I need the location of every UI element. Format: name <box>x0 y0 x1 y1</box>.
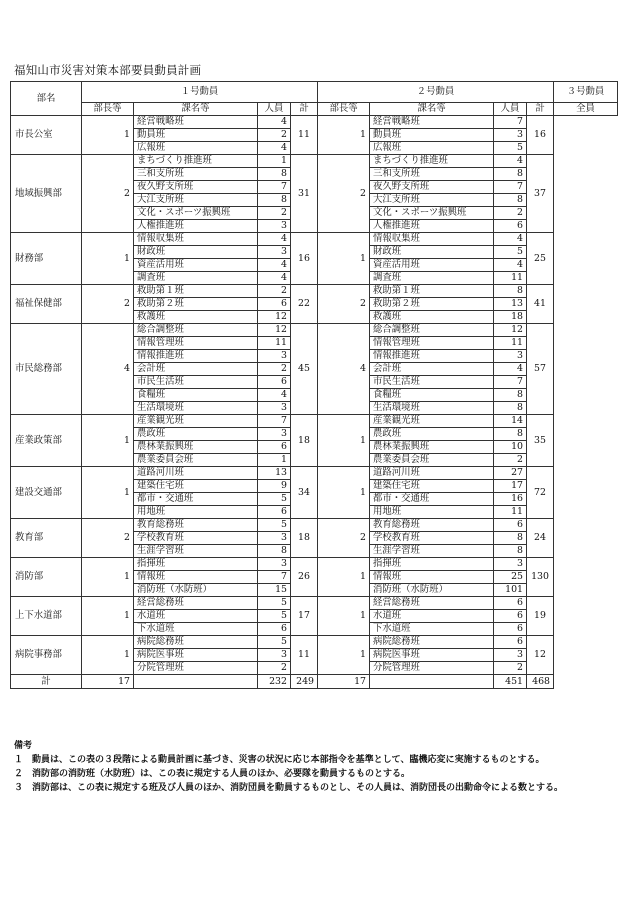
section-name-1: 救護班 <box>134 311 258 324</box>
dept-total-2: 41 <box>527 285 554 324</box>
note-text: 消防部は、この表に規定する班及び人員のほか、消防団員を動員するものとし、その人員は、消防団長の出動命令による数とする。 <box>32 783 564 793</box>
dept-name: 消防部 <box>11 558 82 597</box>
note-text: 消防部の消防班（水防班）は、この表に規定する人員のほか、必要隊を動員するものとする。 <box>32 769 411 779</box>
people-count-2: 18 <box>494 311 527 324</box>
chief-count-2: 1 <box>318 558 370 597</box>
section-name-1: 経営総務班 <box>134 597 258 610</box>
section-name-2: 指揮班 <box>370 558 494 571</box>
section-name-1: 病院医事班 <box>134 649 258 662</box>
section-name-1: 大江支所班 <box>134 194 258 207</box>
header-section-1: 課名等 <box>134 103 258 116</box>
dept-name: 福祉保健部 <box>11 285 82 324</box>
people-count-2: 8 <box>494 194 527 207</box>
people-count-2: 8 <box>494 168 527 181</box>
people-count-2: 7 <box>494 376 527 389</box>
people-count-1: 5 <box>258 519 291 532</box>
section-name-2: 広報班 <box>370 142 494 155</box>
people-count-2: 8 <box>494 389 527 402</box>
chief-count-2: 2 <box>318 285 370 324</box>
note-number: １ <box>14 755 24 765</box>
dept-total-1: 26 <box>291 558 318 597</box>
people-count-1: 5 <box>258 493 291 506</box>
people-count-1: 3 <box>258 558 291 571</box>
people-count-1: 2 <box>258 129 291 142</box>
people-count-2: 11 <box>494 272 527 285</box>
people-count-2: 3 <box>494 129 527 142</box>
dept-total-1: 11 <box>291 116 318 155</box>
section-name-2: 道路河川班 <box>370 467 494 480</box>
section-name-1: 都市・交通班 <box>134 493 258 506</box>
section-name-1: 下水道班 <box>134 623 258 636</box>
section-name-1: 会計班 <box>134 363 258 376</box>
totals-row <box>11 675 618 689</box>
section-name-2: 教育総務班 <box>370 519 494 532</box>
dept-total-1: 31 <box>291 155 318 233</box>
people-count-1: 6 <box>258 623 291 636</box>
chief-count-1: 2 <box>82 285 134 324</box>
section-name-1: 農業委員会班 <box>134 454 258 467</box>
totals-people-1: 232 <box>258 675 291 689</box>
section-name-2: 大江支所班 <box>370 194 494 207</box>
people-count-1: 1 <box>258 155 291 168</box>
header-people-2: 人員 <box>494 103 527 116</box>
people-count-2: 8 <box>494 532 527 545</box>
section-name-2: 情報推進班 <box>370 350 494 363</box>
people-count-1: 4 <box>258 142 291 155</box>
people-count-2: 25 <box>494 571 527 584</box>
people-count-2: 5 <box>494 142 527 155</box>
note-number: ２ <box>14 769 24 779</box>
section-name-1: 指揮班 <box>134 558 258 571</box>
dept-total-1: 16 <box>291 233 318 285</box>
chief-count-1: 2 <box>82 519 134 558</box>
section-name-2: 文化・スポーツ振興班 <box>370 207 494 220</box>
section-name-2: 生活環境班 <box>370 402 494 415</box>
dept-total-1: 45 <box>291 324 318 415</box>
people-count-2: 3 <box>494 649 527 662</box>
notes-heading: 備考 <box>14 741 33 751</box>
table-row <box>11 233 618 246</box>
people-count-2: 13 <box>494 298 527 311</box>
section-name-2: 動員班 <box>370 129 494 142</box>
table-body <box>11 116 618 689</box>
people-count-2: 17 <box>494 480 527 493</box>
people-count-1: 7 <box>258 571 291 584</box>
dept-total-1: 17 <box>291 597 318 636</box>
dept-total-2: 12 <box>527 636 554 675</box>
dept-total-2: 25 <box>527 233 554 285</box>
dept-total-1: 11 <box>291 636 318 675</box>
chief-count-1: 1 <box>82 467 134 519</box>
section-name-2: まちづくり推進班 <box>370 155 494 168</box>
dept-name: 教育部 <box>11 519 82 558</box>
header-section-2: 課名等 <box>370 103 494 116</box>
people-count-2: 11 <box>494 337 527 350</box>
people-count-1: 4 <box>258 116 291 129</box>
section-name-1: 文化・スポーツ振興班 <box>134 207 258 220</box>
section-name-2: 分院管理班 <box>370 662 494 675</box>
people-count-2: 4 <box>494 233 527 246</box>
people-count-1: 4 <box>258 233 291 246</box>
chief-count-2: 1 <box>318 233 370 285</box>
people-count-2: 8 <box>494 545 527 558</box>
dept-name: 産業政策部 <box>11 415 82 467</box>
section-name-2: 生涯学習班 <box>370 545 494 558</box>
header-mob2: ２号動員 <box>318 82 554 103</box>
section-name-1: 財政班 <box>134 246 258 259</box>
table-row <box>11 415 618 428</box>
people-count-1: 2 <box>258 285 291 298</box>
section-name-2: 資産活用班 <box>370 259 494 272</box>
section-name-1: 用地班 <box>134 506 258 519</box>
dept-total-1: 18 <box>291 415 318 467</box>
dept-total-1: 22 <box>291 285 318 324</box>
section-name-1: 病院総務班 <box>134 636 258 649</box>
people-count-2: 2 <box>494 207 527 220</box>
note-text: 動員は、この表の３段階による動員計画に基づき、災害の状況に応じ本部指令を基準として、臨機応変に実施するものとする。 <box>32 755 545 765</box>
section-name-1: 教育総務班 <box>134 519 258 532</box>
section-name-1: 建築住宅班 <box>134 480 258 493</box>
people-count-1: 3 <box>258 649 291 662</box>
people-count-1: 2 <box>258 207 291 220</box>
people-count-2: 8 <box>494 428 527 441</box>
chief-count-1: 1 <box>82 597 134 636</box>
section-name-1: 生涯学習班 <box>134 545 258 558</box>
section-name-1: 調査班 <box>134 272 258 285</box>
section-name-1: 産業観光班 <box>134 415 258 428</box>
section-name-1: 人権推進班 <box>134 220 258 233</box>
people-count-1: 2 <box>258 363 291 376</box>
section-name-1: 経営戦略班 <box>134 116 258 129</box>
section-name-1: 学校教育班 <box>134 532 258 545</box>
dept-total-2: 35 <box>527 415 554 467</box>
note-number: ３ <box>14 783 24 793</box>
people-count-2: 2 <box>494 454 527 467</box>
table-row <box>11 155 618 168</box>
header-total-1: 計 <box>291 103 318 116</box>
section-name-1: 市民生活班 <box>134 376 258 389</box>
header-people-1: 人員 <box>258 103 291 116</box>
people-count-2: 16 <box>494 493 527 506</box>
page-title: 福知山市災害対策本部要員動員計画 <box>14 63 202 77</box>
totals-total-2: 468 <box>527 675 554 689</box>
section-name-2: 総合調整班 <box>370 324 494 337</box>
section-name-2: 調査班 <box>370 272 494 285</box>
section-name-2: 夜久野支所班 <box>370 181 494 194</box>
section-name-1: 道路河川班 <box>134 467 258 480</box>
chief-count-2: 2 <box>318 155 370 233</box>
people-count-2: 3 <box>494 558 527 571</box>
people-count-1: 13 <box>258 467 291 480</box>
section-name-2: 救護班 <box>370 311 494 324</box>
section-name-1: 総合調整班 <box>134 324 258 337</box>
section-name-1: 動員班 <box>134 129 258 142</box>
section-name-2: 産業観光班 <box>370 415 494 428</box>
section-name-1: 情報管理班 <box>134 337 258 350</box>
notes <box>14 739 563 795</box>
people-count-2: 12 <box>494 324 527 337</box>
people-count-2: 3 <box>494 350 527 363</box>
dept-total-2: 57 <box>527 324 554 415</box>
chief-count-2: 1 <box>318 636 370 675</box>
section-name-1: 救助第１班 <box>134 285 258 298</box>
people-count-1: 15 <box>258 584 291 597</box>
chief-count-2: 1 <box>318 415 370 467</box>
people-count-1: 2 <box>258 662 291 675</box>
section-name-2: 消防班（水防班） <box>370 584 494 597</box>
people-count-1: 7 <box>258 181 291 194</box>
people-count-1: 8 <box>258 168 291 181</box>
people-count-1: 5 <box>258 636 291 649</box>
dept-total-2: 24 <box>527 519 554 558</box>
section-name-1: 農政班 <box>134 428 258 441</box>
section-name-1: 広報班 <box>134 142 258 155</box>
people-count-1: 7 <box>258 415 291 428</box>
dept-total-2: 130 <box>527 558 554 597</box>
section-name-2: 会計班 <box>370 363 494 376</box>
people-count-2: 4 <box>494 259 527 272</box>
header-chief-1: 部長等 <box>82 103 134 116</box>
people-count-1: 3 <box>258 402 291 415</box>
section-name-2: 用地班 <box>370 506 494 519</box>
chief-count-1: 4 <box>82 324 134 415</box>
note-item <box>14 753 563 767</box>
people-count-2: 8 <box>494 285 527 298</box>
table-row <box>11 324 618 337</box>
people-count-2: 8 <box>494 402 527 415</box>
people-count-1: 5 <box>258 597 291 610</box>
section-name-2: 建築住宅班 <box>370 480 494 493</box>
section-name-1: 生活環境班 <box>134 402 258 415</box>
dept-name: 市長公室 <box>11 116 82 155</box>
table-row <box>11 636 618 649</box>
section-name-2: 農業委員会班 <box>370 454 494 467</box>
note-item <box>14 767 563 781</box>
dept-name: 地域振興部 <box>11 155 82 233</box>
table-row <box>11 116 618 129</box>
chief-count-2: 1 <box>318 597 370 636</box>
section-name-1: 救助第２班 <box>134 298 258 311</box>
dept-total-1: 34 <box>291 467 318 519</box>
people-count-2: 6 <box>494 623 527 636</box>
notes-list <box>14 753 563 795</box>
section-name-2: 経営戦略班 <box>370 116 494 129</box>
people-count-1: 3 <box>258 220 291 233</box>
people-count-2: 7 <box>494 116 527 129</box>
section-name-2: 水道班 <box>370 610 494 623</box>
section-name-2: 情報収集班 <box>370 233 494 246</box>
section-name-2: 学校教育班 <box>370 532 494 545</box>
people-count-2: 11 <box>494 506 527 519</box>
dept-name: 財務部 <box>11 233 82 285</box>
section-name-1: 情報収集班 <box>134 233 258 246</box>
dept-total-1: 18 <box>291 519 318 558</box>
section-name-1: 情報班 <box>134 571 258 584</box>
chief-count-2: 2 <box>318 519 370 558</box>
dept-name: 病院事務部 <box>11 636 82 675</box>
people-count-2: 6 <box>494 636 527 649</box>
people-count-1: 4 <box>258 389 291 402</box>
section-name-2: 救助第１班 <box>370 285 494 298</box>
people-count-1: 4 <box>258 259 291 272</box>
people-count-1: 3 <box>258 428 291 441</box>
people-count-1: 3 <box>258 350 291 363</box>
people-count-1: 11 <box>258 337 291 350</box>
section-name-2: 情報管理班 <box>370 337 494 350</box>
section-name-1: 資産活用班 <box>134 259 258 272</box>
dept-total-2: 16 <box>527 116 554 155</box>
people-count-1: 12 <box>258 324 291 337</box>
dept-name: 市民総務部 <box>11 324 82 415</box>
section-name-1: 水道班 <box>134 610 258 623</box>
section-name-2: 三和支所班 <box>370 168 494 181</box>
section-name-2: 農林業振興班 <box>370 441 494 454</box>
people-count-1: 6 <box>258 298 291 311</box>
people-count-2: 2 <box>494 662 527 675</box>
chief-count-1: 1 <box>82 116 134 155</box>
section-name-1: まちづくり推進班 <box>134 155 258 168</box>
people-count-1: 9 <box>258 480 291 493</box>
totals-people-2: 451 <box>494 675 527 689</box>
dept-total-2: 72 <box>527 467 554 519</box>
section-name-1: 夜久野支所班 <box>134 181 258 194</box>
mobilization-table <box>10 81 618 689</box>
section-name-2: 救助第２班 <box>370 298 494 311</box>
dept-total-2: 19 <box>527 597 554 636</box>
section-name-1: 農林業振興班 <box>134 441 258 454</box>
people-count-2: 6 <box>494 220 527 233</box>
section-name-2: 財政班 <box>370 246 494 259</box>
section-name-1: 分院管理班 <box>134 662 258 675</box>
section-name-1: 食糧班 <box>134 389 258 402</box>
chief-count-1: 1 <box>82 415 134 467</box>
people-count-1: 6 <box>258 506 291 519</box>
people-count-2: 14 <box>494 415 527 428</box>
people-count-1: 1 <box>258 454 291 467</box>
people-count-2: 6 <box>494 610 527 623</box>
chief-count-1: 1 <box>82 636 134 675</box>
dept-name: 建設交通部 <box>11 467 82 519</box>
people-count-1: 8 <box>258 194 291 207</box>
table-row <box>11 597 618 610</box>
section-name-2: 農政班 <box>370 428 494 441</box>
header-chief-2: 部長等 <box>318 103 370 116</box>
mob3-all-cell: 全員 <box>554 103 618 116</box>
chief-count-2: 1 <box>318 116 370 155</box>
section-name-1: 消防班（水防班） <box>134 584 258 597</box>
people-count-1: 12 <box>258 311 291 324</box>
people-count-1: 8 <box>258 545 291 558</box>
people-count-1: 6 <box>258 376 291 389</box>
chief-count-1: 2 <box>82 155 134 233</box>
note-item <box>14 781 563 795</box>
people-count-1: 5 <box>258 610 291 623</box>
header-mob3: ３号動員 <box>554 82 618 103</box>
totals-blank-2 <box>370 675 494 689</box>
people-count-2: 101 <box>494 584 527 597</box>
people-count-2: 4 <box>494 155 527 168</box>
totals-total-1: 249 <box>291 675 318 689</box>
chief-count-2: 1 <box>318 467 370 519</box>
table-row <box>11 519 618 532</box>
people-count-2: 6 <box>494 519 527 532</box>
section-name-2: 病院医事班 <box>370 649 494 662</box>
people-count-1: 6 <box>258 441 291 454</box>
dept-total-2: 37 <box>527 155 554 233</box>
table-row <box>11 467 618 480</box>
header-total-2: 計 <box>527 103 554 116</box>
header-mob1: １号動員 <box>82 82 318 103</box>
people-count-2: 4 <box>494 363 527 376</box>
section-name-2: 市民生活班 <box>370 376 494 389</box>
people-count-2: 7 <box>494 181 527 194</box>
chief-count-1: 1 <box>82 233 134 285</box>
section-name-2: 経営総務班 <box>370 597 494 610</box>
totals-label: 計 <box>11 675 82 689</box>
section-name-2: 下水道班 <box>370 623 494 636</box>
section-name-2: 病院総務班 <box>370 636 494 649</box>
people-count-2: 27 <box>494 467 527 480</box>
chief-count-1: 1 <box>82 558 134 597</box>
chief-count-2: 4 <box>318 324 370 415</box>
people-count-1: 4 <box>258 272 291 285</box>
people-count-1: 3 <box>258 246 291 259</box>
table-row <box>11 285 618 298</box>
people-count-1: 3 <box>258 532 291 545</box>
section-name-1: 三和支所班 <box>134 168 258 181</box>
people-count-2: 10 <box>494 441 527 454</box>
totals-blank-1 <box>134 675 258 689</box>
totals-chief-2: 17 <box>318 675 370 689</box>
section-name-2: 情報班 <box>370 571 494 584</box>
totals-chief-1: 17 <box>82 675 134 689</box>
section-name-2: 都市・交通班 <box>370 493 494 506</box>
section-name-1: 情報推進班 <box>134 350 258 363</box>
section-name-2: 食糧班 <box>370 389 494 402</box>
header-dept: 部名 <box>11 82 82 116</box>
table-row <box>11 558 618 571</box>
section-name-2: 人権推進班 <box>370 220 494 233</box>
people-count-2: 5 <box>494 246 527 259</box>
people-count-2: 6 <box>494 597 527 610</box>
dept-name: 上下水道部 <box>11 597 82 636</box>
